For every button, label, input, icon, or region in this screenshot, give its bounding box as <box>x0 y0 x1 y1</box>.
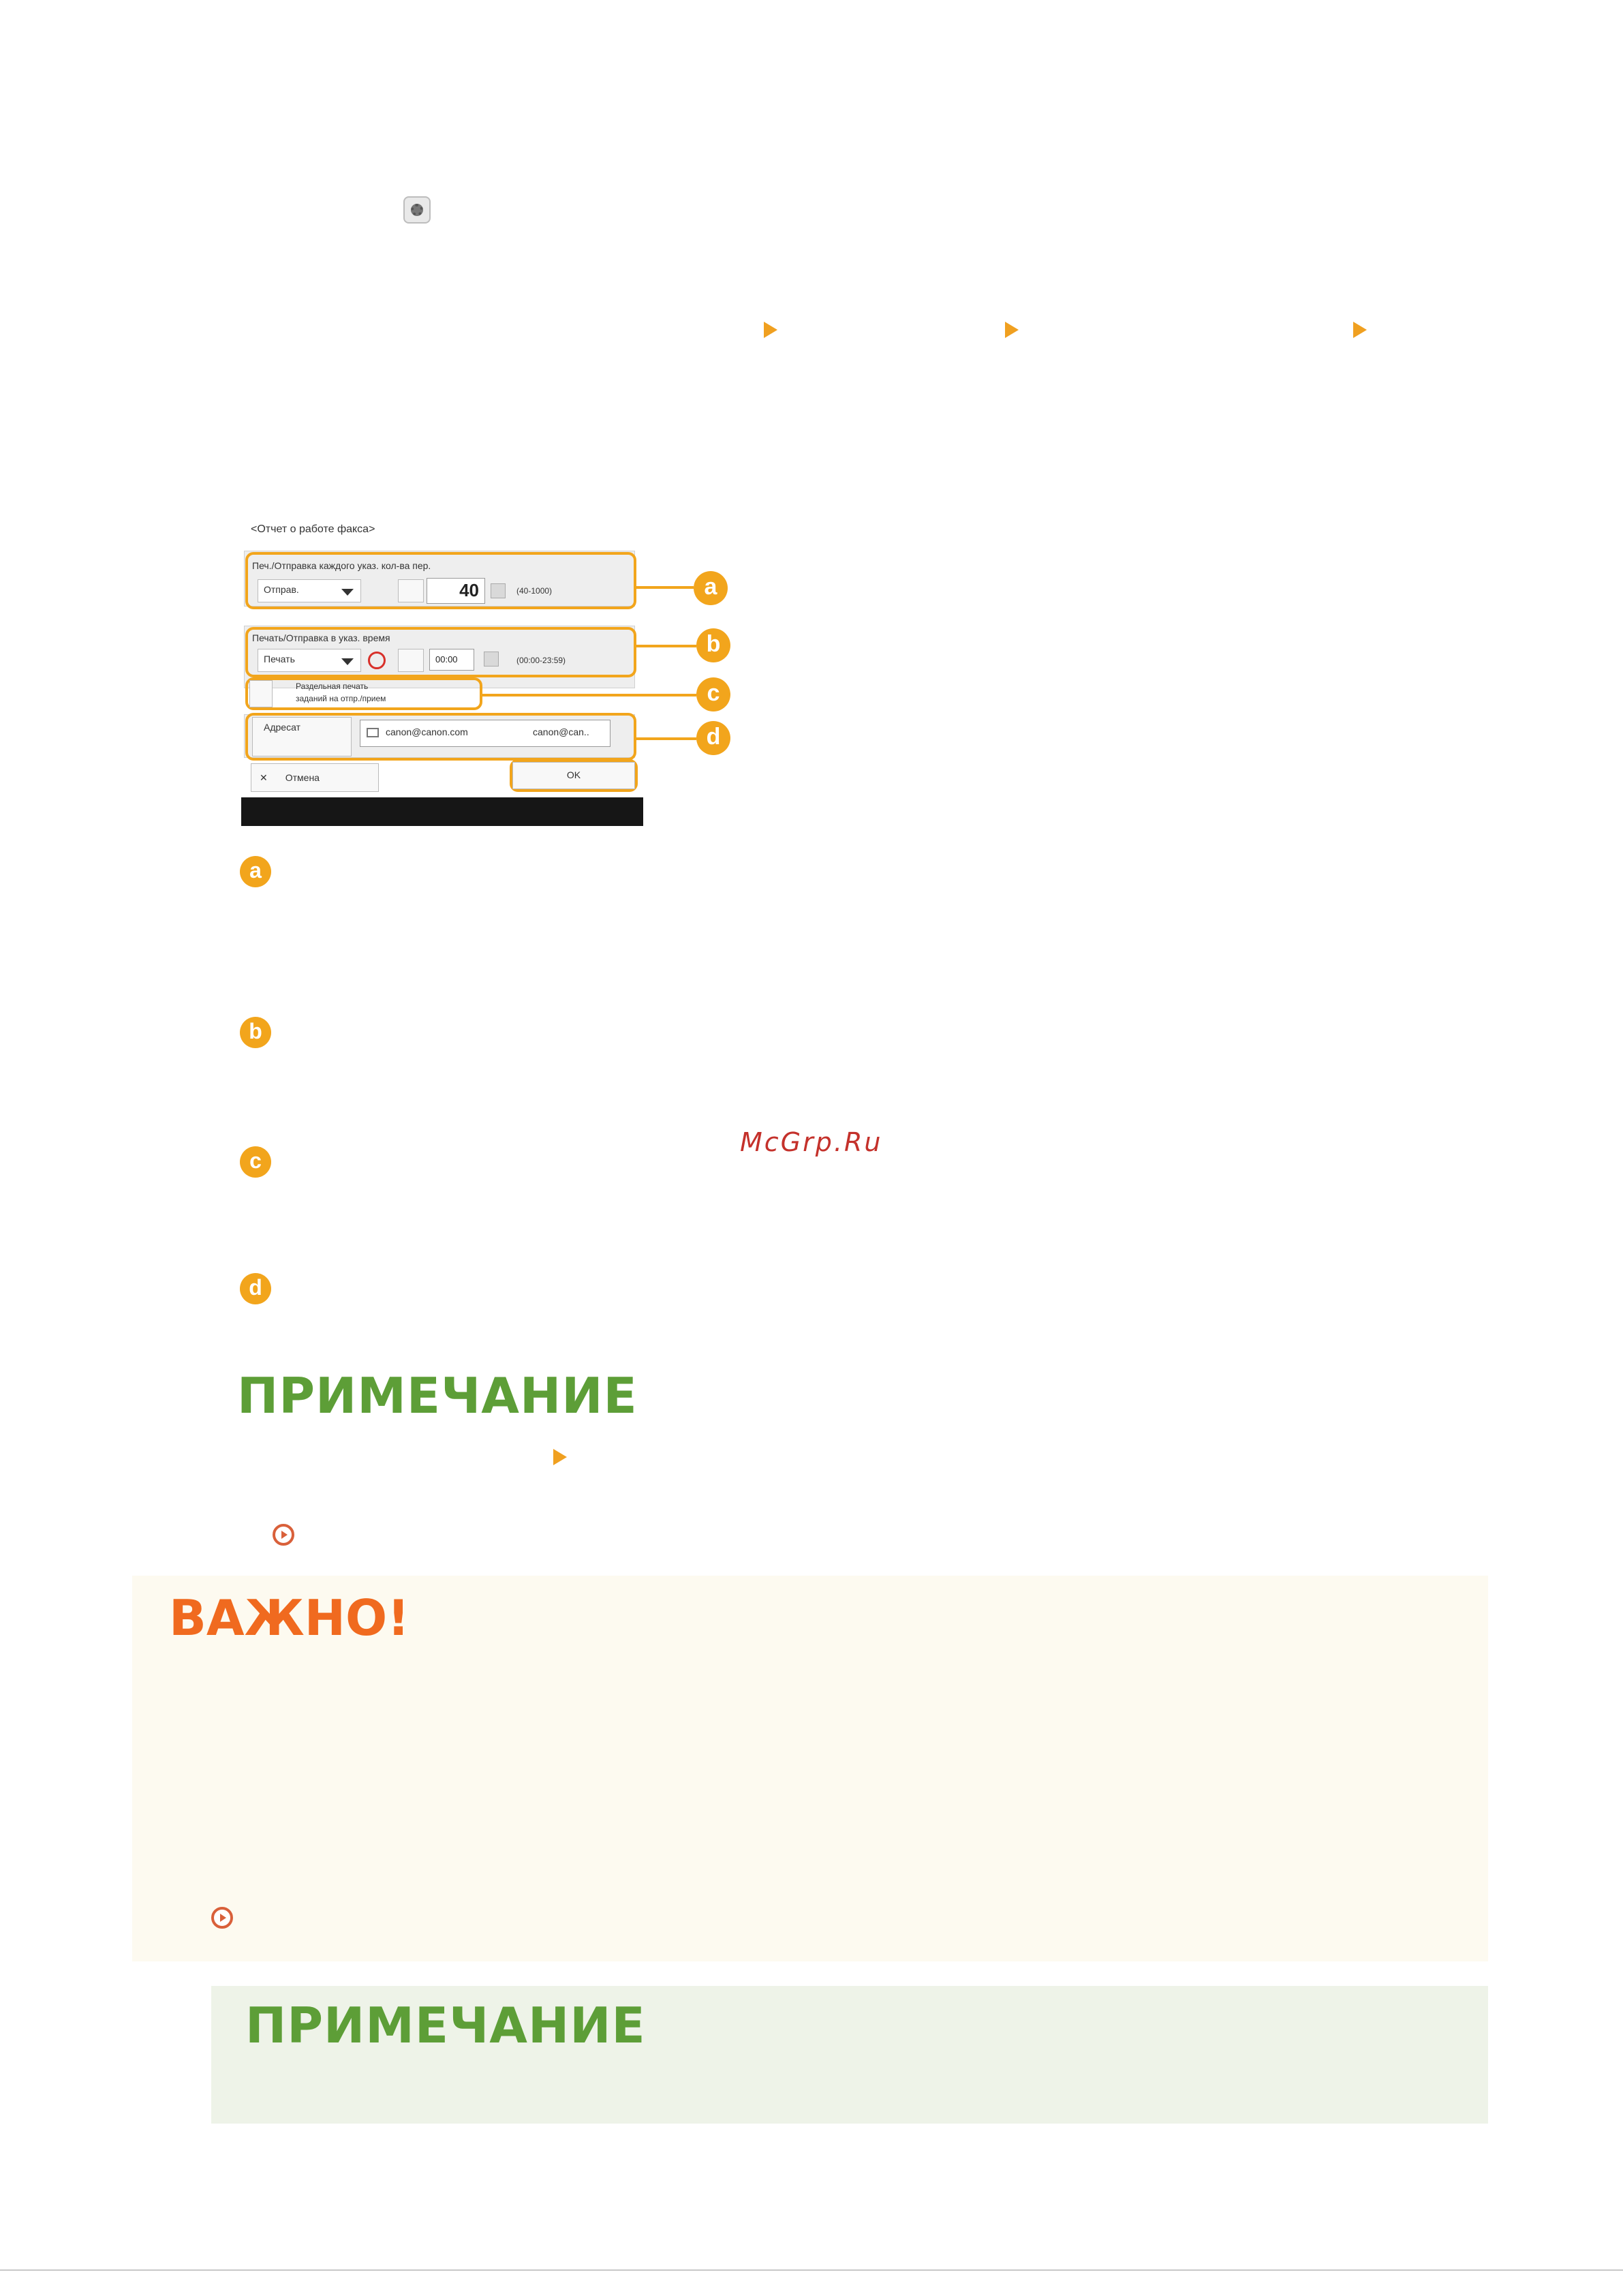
section-b-range: (00:00-23:59) <box>516 656 566 665</box>
footer-rule <box>0 2269 1623 2271</box>
link-icon[interactable] <box>273 1524 294 1546</box>
section-a-range: (40-1000) <box>516 586 553 596</box>
fax-report-screenshot <box>241 515 653 826</box>
edit-numeric-icon[interactable] <box>491 583 506 598</box>
section-a-count-field[interactable] <box>427 578 485 604</box>
callout-line-b <box>636 645 696 647</box>
recipient-address-2: canon@can.. <box>533 726 589 737</box>
marker-d-badge: d <box>696 721 730 755</box>
chevron-down-icon <box>341 658 354 665</box>
marker-a-badge: a <box>694 571 728 605</box>
important-heading: ВАЖНО! <box>169 1589 410 1647</box>
cancel-button[interactable] <box>251 763 379 792</box>
nav-arrow-icon <box>1005 322 1019 338</box>
settings-gear-icon <box>403 196 431 224</box>
section-c-label-line1: Раздельная печать <box>296 682 369 691</box>
section-a-count-value: 40 <box>459 580 479 600</box>
recipient-button-label: Адресат <box>264 722 300 733</box>
section-c-label-line2: заданий на отпр./прием <box>296 694 386 703</box>
clock-icon <box>368 652 386 669</box>
cancel-button-label: Отмена <box>285 772 320 783</box>
section-b-mode-dropdown[interactable] <box>258 649 361 672</box>
section-b-blank-button[interactable] <box>398 649 424 672</box>
nav-arrow-icon <box>1353 322 1367 338</box>
chevron-down-icon <box>341 589 354 596</box>
marker-b-badge: b <box>696 628 730 662</box>
section-a-label: Печ./Отправка каждого указ. кол-ва пер. <box>252 560 431 571</box>
section-b-mode-value: Печать <box>264 654 295 664</box>
section-a-mode-dropdown[interactable] <box>258 579 361 602</box>
note-heading-2: ПРИМЕЧАНИЕ <box>245 1997 646 2054</box>
section-a-mode-value: Отправ. <box>264 584 299 595</box>
watermark: McGrp.Ru <box>740 1127 883 1157</box>
item-b-marker: b <box>240 1017 271 1048</box>
ok-button[interactable] <box>512 762 635 789</box>
email-icon <box>367 728 379 737</box>
callout-line-a <box>636 586 694 589</box>
recipient-address-1: canon@canon.com <box>386 726 468 737</box>
marker-c-badge: c <box>696 677 730 711</box>
item-d-marker: d <box>240 1273 271 1304</box>
screen-status-bar <box>241 797 643 826</box>
recipient-button[interactable] <box>252 717 352 756</box>
section-a-blank-button[interactable] <box>398 579 424 602</box>
item-a-marker: a <box>240 856 271 887</box>
edit-time-icon[interactable] <box>484 652 499 667</box>
close-icon: ✕ <box>260 772 268 783</box>
callout-line-d <box>636 737 696 740</box>
screen-title: <Отчет о работе факса> <box>251 523 375 535</box>
callout-line-c <box>482 694 696 697</box>
note-heading: ПРИМЕЧАНИЕ <box>237 1367 638 1424</box>
section-c-checkbox[interactable] <box>249 680 273 707</box>
nav-arrow-icon <box>764 322 777 338</box>
section-b-label: Печать/Отправка в указ. время <box>252 632 390 643</box>
section-b-time-field[interactable] <box>429 649 474 671</box>
item-c-marker: c <box>240 1146 271 1178</box>
nav-arrow-icon <box>553 1449 567 1465</box>
ok-button-label: OK <box>566 769 581 780</box>
section-b-time-value: 00:00 <box>435 654 458 664</box>
link-icon[interactable] <box>211 1907 233 1929</box>
